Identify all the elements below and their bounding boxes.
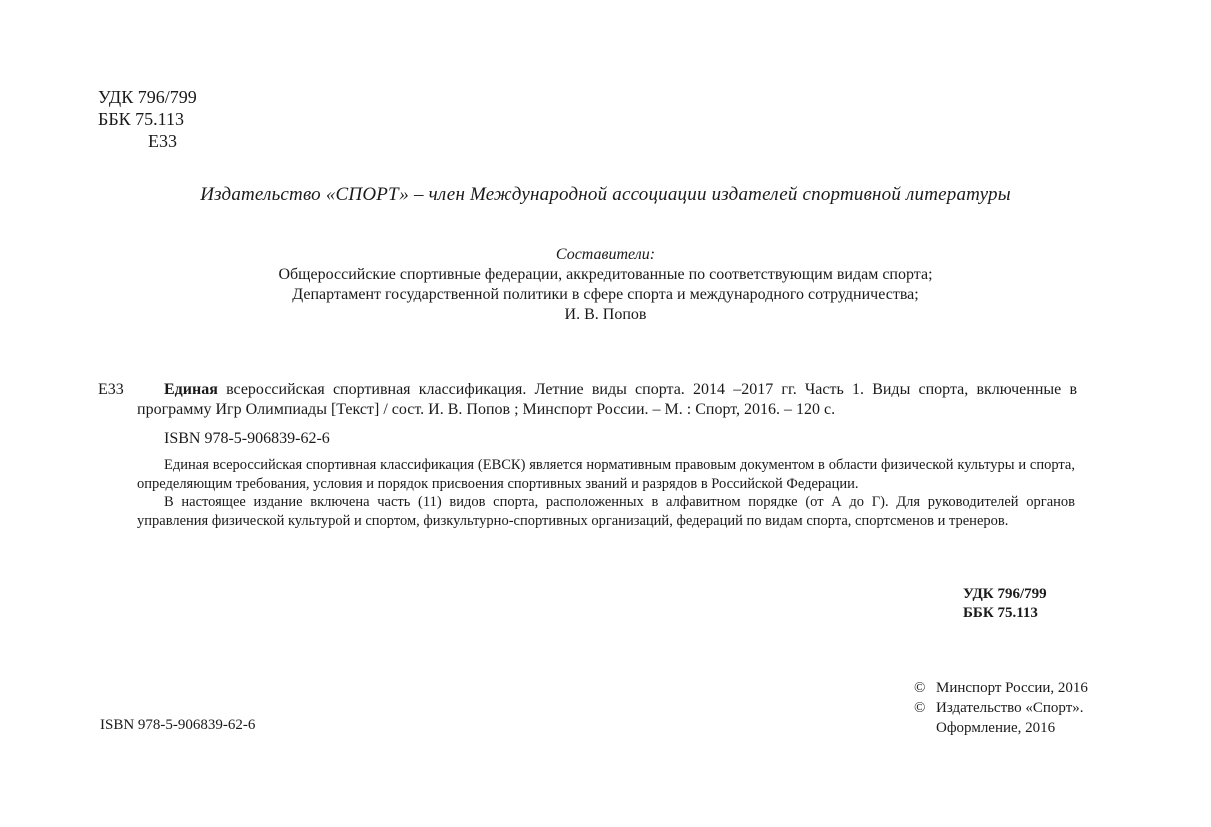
entry-title-word: Единая	[164, 381, 218, 398]
abstract	[137, 456, 1075, 530]
author-mark: Е33	[148, 131, 177, 151]
compiler-line: Общероссийские спортивные федерации, аккредитованные по соответствующим видам спорта;	[278, 266, 933, 283]
copyright-line: Оформление, 2016	[936, 720, 1056, 736]
bibliographic-entry	[137, 380, 1077, 420]
entry-code: Е33	[98, 381, 124, 398]
copyright-block	[914, 678, 1088, 738]
bbk-code-right: ББК 75.113	[963, 605, 1038, 621]
copyright-row	[914, 698, 1088, 718]
classification-right	[963, 585, 1047, 623]
compiler-line: Департамент государственной политики в сфере спорта и международного сотрудничества;	[292, 286, 919, 303]
abstract-paragraph: В настоящее издание включена часть (11) видов спорта, расположенных в алфавитном порядке (от А до Г). Для руководителей органов управления физической культурой и спортом, физкультурно-спортивных организаций, федераций по видам спорта, спортсменов и тренеров.	[137, 494, 1075, 529]
copyright-row	[914, 678, 1088, 698]
udk-code-right: УДК 796/799	[963, 586, 1047, 602]
publisher-note: Издательство «СПОРТ» – член Международной ассоциации издателей спортивной литературы	[200, 184, 1011, 205]
bbk-code: ББК 75.113	[98, 109, 185, 129]
udk-block-top	[98, 86, 197, 152]
copyright-line: Минспорт России, 2016	[936, 680, 1088, 696]
copyright-icon: ©	[914, 700, 926, 716]
compilers-block	[0, 245, 1211, 325]
copyright-row	[914, 718, 1088, 738]
copyright-icon: ©	[914, 680, 926, 696]
udk-code: УДК 796/799	[98, 87, 197, 107]
compiler-line: И. В. Попов	[564, 306, 647, 323]
isbn-bottom: ISBN 978-5-906839-62-6	[100, 717, 256, 733]
copyright-line: Издательство «Спорт».	[936, 700, 1084, 716]
isbn-main: ISBN 978-5-906839-62-6	[164, 430, 330, 447]
entry-description: всероссийская спортивная классификация. Летние виды спорта. 2014 –2017 гг. Часть 1. Виды спорта, включенные в программу Игр Олимпиады [Текст] / сост. И. В. Попов ; Минспорт России. – М. : Спорт, 2016. – 120 с.	[137, 381, 1077, 418]
abstract-paragraph: Единая всероссийская спортивная классификация (ЕВСК) является нормативным правовым документом в области физической культуры и спорта, определяющим требования, условия и порядок присвоения спортивных званий и разрядов в Российской Федерации.	[137, 457, 1075, 492]
compilers-heading: Составители:	[555, 246, 656, 263]
